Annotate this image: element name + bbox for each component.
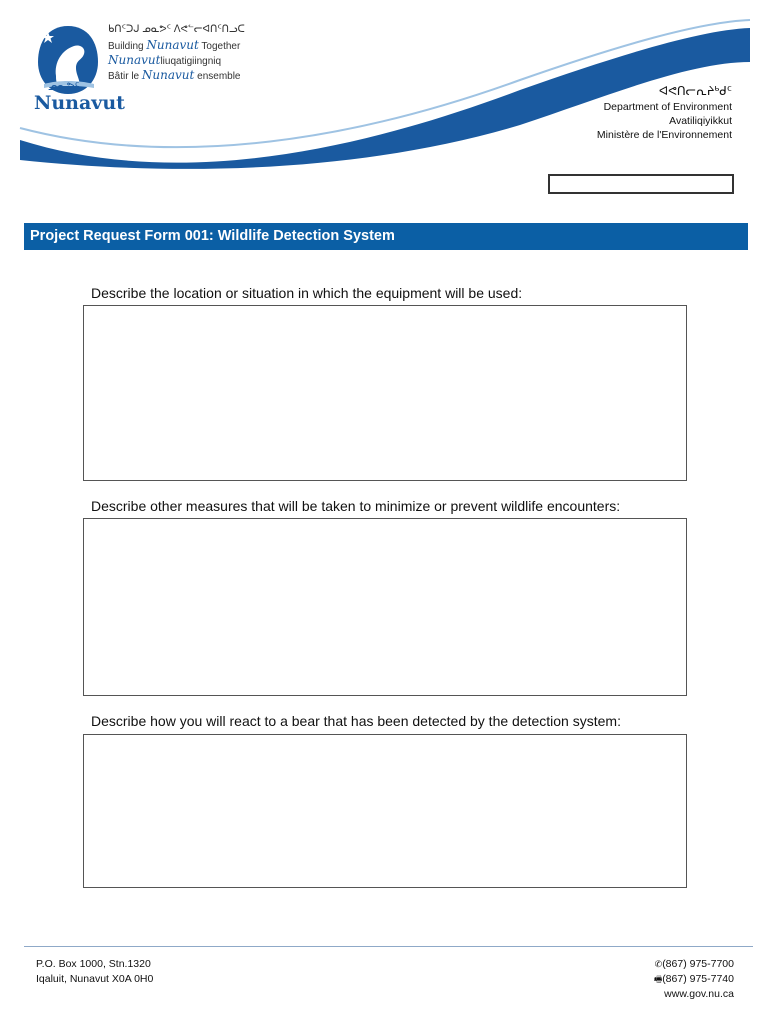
footer-address bbox=[36, 957, 153, 987]
dept-syllabic: ᐊᕙᑎᓕᕆᔨᒃᑯᑦ bbox=[658, 84, 732, 98]
dept-english: Department of Environment bbox=[603, 101, 732, 113]
footer-website-link[interactable]: www.gov.nu.ca bbox=[664, 988, 734, 1000]
reference-number-field[interactable] bbox=[548, 174, 734, 194]
dept-inuktitut: Avatiliqiyikkut bbox=[669, 115, 732, 127]
question-bear-reaction-label: Describe how you will react to a bear that has been detected by the detection system: bbox=[91, 713, 621, 729]
nunavut-logo bbox=[28, 22, 288, 112]
question-measures-label: Describe other measures that will be taken to minimize or prevent wildlife encounters: bbox=[91, 498, 621, 514]
slogan-french: Bâtir le Nunavut ensemble bbox=[108, 68, 241, 82]
address-line-1: P.O. Box 1000, Stn.1320 bbox=[36, 958, 151, 970]
slogan-inuktitut: Nunavutliuqatigiingniq bbox=[108, 53, 222, 67]
fax-icon: 🖷 bbox=[653, 974, 663, 984]
footer-divider bbox=[24, 946, 753, 947]
question-location-label: Describe the location or situation in which the equipment will be used: bbox=[91, 285, 523, 301]
form-title: Project Request Form 001: Wildlife Detection System bbox=[24, 223, 748, 250]
question-bear-reaction-input[interactable] bbox=[83, 734, 687, 888]
question-location-input[interactable] bbox=[83, 305, 687, 481]
dept-french: Ministère de l'Environnement bbox=[596, 129, 732, 141]
footer-phone: ✆(867) 975-7700 bbox=[654, 958, 734, 970]
slogan-english: Building Nunavut Together bbox=[108, 38, 241, 52]
question-measures-input[interactable] bbox=[83, 518, 687, 696]
logo-wordmark: Nunavut bbox=[34, 92, 125, 114]
logo-syllabics: ᓄᓇᕗᑦ bbox=[48, 81, 80, 93]
address-line-2: Iqaluit, Nunavut X0A 0H0 bbox=[36, 973, 154, 985]
footer-contact bbox=[654, 957, 734, 1002]
syllabic-slogan: ᑲᑎᑦᑐᒍ ᓄᓇᕗᑦ ᐱᕙᓪᓕᐊᑎᑦᑎᓗᑕ bbox=[108, 24, 245, 35]
phone-icon: ✆ bbox=[654, 959, 663, 969]
footer-fax: 🖷(867) 975-7740 bbox=[653, 973, 734, 985]
